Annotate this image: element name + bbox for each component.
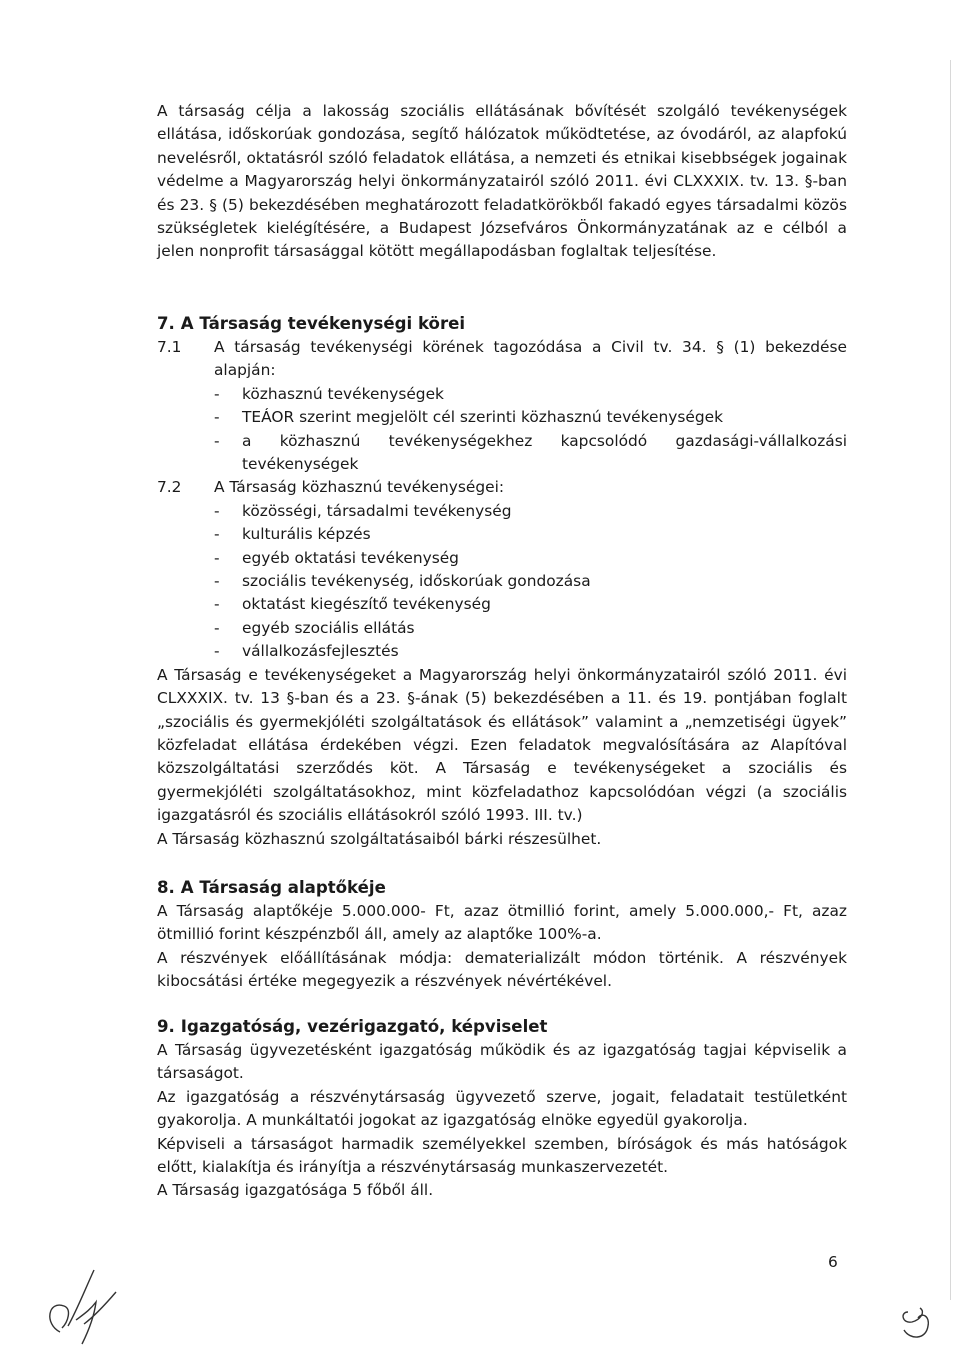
section-8-number: 8.: [157, 878, 175, 897]
section-7-paragraph-1: A Társaság e tevékenységeket a Magyarország helyi önkormányzatairól szóló 2011. évi CLXXXIX. tv. 13 §-ban és a 23. §-ának (5) bekezdésében a 11. és 19. pontjában foglalt „szociális és gyermekjóléti szolgáltatások és ellátások” valamint a „nemzetiségi ügyek” közfeladat ellátása érdekében végzi. Ezen feladatok megvalósítására az Alapítóval közszolgáltatási szerződés köt. A Társaság e tevékenységeket a szociális és gyermekjóléti szolgáltatásokhoz, mint közfeladathoz kapcsolódóan végzi (a szociális igazgatásról és szociális ellátásokról szóló 1993. III. tv.): [157, 665, 847, 825]
page-number: 6: [828, 1253, 838, 1271]
section-8-paragraph-2: A részvények előállításának módja: dematerializált módon történik. A részvények kibocsátási értéke megegyezik a részvények névértékével.: [157, 948, 847, 991]
list-item: - közhasznú tevékenységek: [214, 384, 444, 403]
section-7-number: 7.: [157, 314, 175, 333]
section-9-paragraph-3: Képviseli a társaságot harmadik személyekkel szemben, bíróságok és más hatóságok előtt, kialakítja és irányítja a részvénytársaság munkaszervezetét.: [157, 1134, 847, 1177]
list-item: - TEÁOR szerint megjelölt cél szerinti közhasznú tevékenységek: [214, 408, 723, 427]
section-9-paragraph-4: A Társaság igazgatósága 5 főből áll.: [157, 1181, 434, 1200]
subsection-7-2-text: A Társaság közhasznú tevékenységei:: [214, 478, 505, 497]
section-9-paragraph-2: Az igazgatóság a részvénytársaság ügyvezető szerve, jogait, feladatait testületként gyakorolja. A munkáltatói jogokat az igazgatóság elnöke egyedül gyakorolja.: [157, 1087, 847, 1130]
handwritten-initials-icon: [896, 1300, 936, 1344]
subsection-7-1-body: [214, 336, 847, 476]
section-9-number: 9.: [157, 1017, 175, 1036]
section-7-title: A Társaság tevékenységi körei: [180, 314, 466, 333]
subsection-7-1-list: [214, 383, 847, 477]
subsection-7-1: [157, 336, 847, 476]
section-8-paragraph-1: A Társaság alaptőkéje 5.000.000- Ft, azaz ötmillió forint, amely 5.000.000,- Ft, azaz ötmillió forint készpénzből áll, amely az alaptőke 100%-a.: [157, 902, 847, 944]
list-item: - egyéb szociális ellátás: [214, 618, 415, 637]
list-item: - a közhasznú tevékenységekhez kapcsolódó gazdasági-vállalkozási tevékenységek: [214, 431, 847, 474]
section-9-paragraph-1: A Társaság ügyvezetésként igazgatóság működik és az igazgatóság tagjai képviselik a társaságot.: [157, 1041, 847, 1083]
section-9: [157, 1015, 847, 1203]
list-item: - kulturális képzés: [214, 525, 371, 544]
subsection-7-2-number: 7.2: [157, 478, 182, 497]
list-item: - közösségi, társadalmi tevékenység: [214, 501, 512, 520]
handwritten-signature-icon: [38, 1262, 120, 1348]
list-item: - vállalkozásfejlesztés: [214, 642, 399, 661]
section-8-heading: [157, 876, 847, 900]
section-7: [157, 312, 847, 851]
subsection-7-1-number: 7.1: [157, 338, 182, 356]
intro-paragraph: A társaság célja a lakosság szociális ellátásának bővítését szolgáló tevékenységek ellátása, időskorúak gondozása, segítő hálózatok működtetése, az óvodáról, az alapfokú nevelésről, oktatásról szóló feladatok ellátása, a nemzeti és etnikai kisebbségek jogainak védelme a Magyarország helyi önkormányzatairól szóló 2011. évi CLXXXIX. tv. 13. §-ban és 23. § (5) bekezdésében meghatározott feladatkörökből fakadó egyes társadalmi közös szükségletek kielégítésére, a Budapest Józsefváros Önkormányzatának az e célból a jelen nonprofit társasággal kötött megállapodásban foglaltak teljesítése.: [157, 102, 847, 261]
list-item: - oktatást kiegészítő tevékenység: [214, 595, 491, 614]
section-8-title: A Társaság alaptőkéje: [180, 878, 386, 897]
intro-block: [157, 100, 847, 264]
section-8: [157, 876, 847, 994]
section-9-title: Igazgatóság, vezérigazgató, képviselet: [180, 1017, 548, 1036]
subsection-7-2-list: [214, 500, 847, 664]
subsection-7-1-text: A társaság tevékenységi körének tagozódása a Civil tv. 34. § (1) bekezdése alapján:: [214, 338, 847, 380]
section-7-paragraph-2: A Társaság közhasznú szolgáltatásaiból bárki részesülhet.: [157, 829, 602, 848]
subsection-7-2-body: [214, 476, 847, 663]
section-7-heading: [157, 312, 847, 336]
list-item: - egyéb oktatási tevékenység: [214, 548, 459, 567]
scan-edge-line: [950, 60, 951, 1300]
section-9-heading: [157, 1015, 847, 1039]
list-item: - szociális tevékenység, időskorúak gondozása: [214, 572, 591, 591]
subsection-7-2: [157, 476, 847, 663]
